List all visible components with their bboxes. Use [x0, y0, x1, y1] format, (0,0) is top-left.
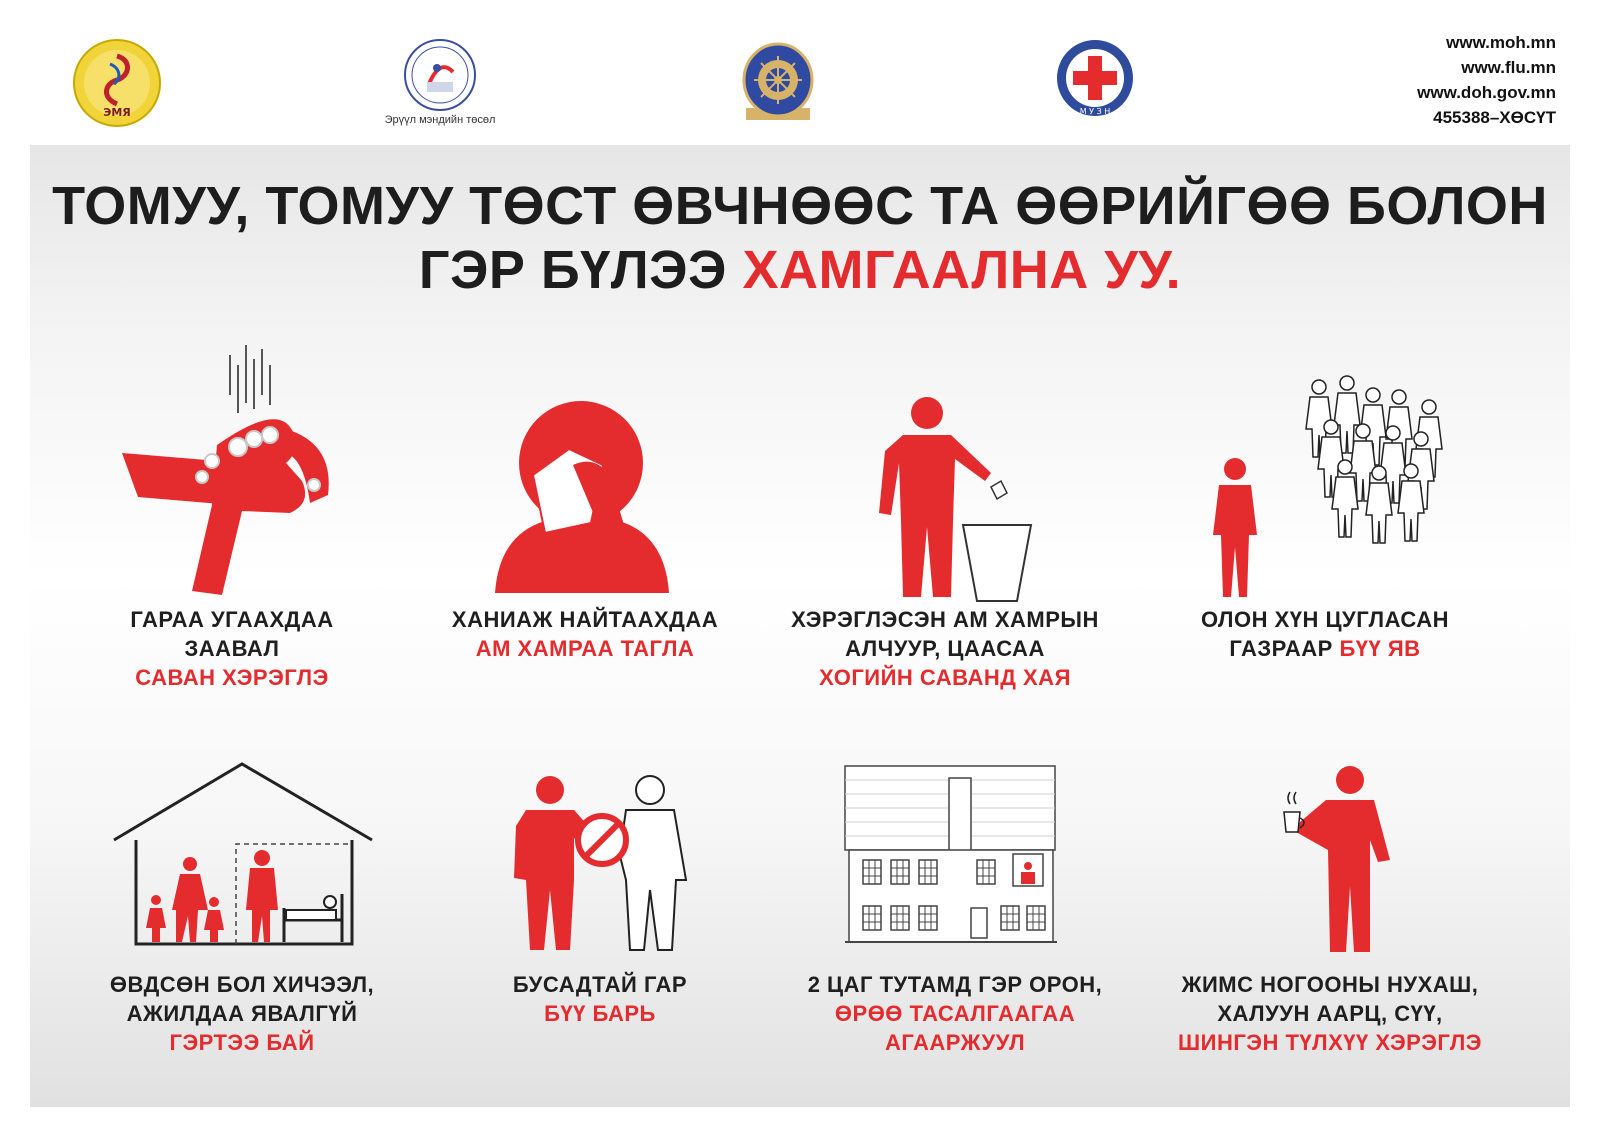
caption-highlight: САВАН ХЭРЭГЛЭ [135, 665, 329, 690]
tip-caption [1140, 970, 1520, 1057]
caption-highlight: АГААРЖУУЛ [884, 1030, 1026, 1055]
caption-line: АЛЧУУР, ЦААСАА [845, 636, 1045, 661]
title-line-2-black: ГЭР БҮЛЭЭ [418, 240, 743, 300]
contact-websites [1417, 30, 1556, 130]
tip-avoid-crowds [1135, 335, 1515, 663]
tip-ventilate-room [765, 760, 1145, 1057]
tip-caption [765, 970, 1145, 1057]
caption-highlight: БҮҮ ЯВ [1339, 636, 1421, 661]
tip-hot-drinks [1140, 760, 1520, 1057]
poster-title [30, 174, 1570, 302]
hotline-number: 455388–ХӨСҮТ [1433, 108, 1556, 127]
house-window [863, 906, 881, 930]
ventilate-room-icon [765, 760, 1145, 960]
caption-line: АЖИЛДАА ЯВАЛГҮЙ [126, 1001, 358, 1026]
caption-highlight: АМ ХАМРАА ТАГЛА [475, 636, 695, 661]
caption-highlight: ГЭРТЭЭ БАЙ [169, 1030, 315, 1055]
website-moh[interactable]: www.moh.mn [1446, 33, 1556, 52]
caption-line: 2 ЦАГ ТУТАМД ГЭР ОРОН, [807, 972, 1103, 997]
title-line-2-red: ХАМГААЛНА УУ. [742, 240, 1182, 300]
cough-tissue-icon [395, 335, 775, 605]
caption-line: ОЛОН ХҮН ЦУГЛАСАН [1200, 607, 1450, 632]
caption-line: ЗААВАЛ [184, 636, 280, 661]
tip-caption [52, 970, 432, 1057]
caption-highlight: ӨРӨӨ ТАСАЛГААГАА [834, 1001, 1076, 1026]
tip-cover-cough [395, 335, 775, 663]
caption-line: ХАЛУУН ААРЦ, СҮҮ, [1217, 1001, 1443, 1026]
tip-caption [42, 605, 422, 692]
house-window [1027, 906, 1045, 930]
red-cross-logo [1055, 38, 1135, 123]
tip-no-handshake [410, 760, 790, 1028]
ministry-logo-text: ЭМЯ [103, 106, 131, 119]
house-window [1001, 906, 1019, 930]
website-doh[interactable]: www.doh.gov.mn [1417, 83, 1556, 102]
caption-highlight: БҮҮ БАРЬ [544, 1001, 656, 1026]
caption-mixed-black: ГАЗРААР [1229, 636, 1340, 661]
no-handshake-icon [410, 760, 790, 960]
caption-line: ГАРАА УГААХДАА [130, 607, 334, 632]
house-window [891, 860, 909, 884]
hot-drink-icon [1140, 760, 1520, 960]
caption-line: ӨВДСӨН БОЛ ХИЧЭЭЛ, [109, 972, 375, 997]
house-window [977, 860, 995, 884]
title-line-1: ТОМУУ, ТОМУУ ТӨСТ ӨВЧНӨӨС ТА ӨӨРИЙГӨӨ БОЛОН [52, 176, 1548, 236]
house-window [891, 906, 909, 930]
tip-caption [755, 605, 1135, 692]
caption-highlight: ХОГИЙН САВАНД ХАЯ [819, 665, 1071, 690]
tip-dispose-tissue [755, 335, 1135, 692]
health-project-logo [380, 38, 500, 126]
caption-line-mixed [1135, 634, 1515, 663]
tip-stay-home [52, 760, 432, 1057]
tip-hand-washing [42, 335, 422, 692]
caption-line: ХАНИАЖ НАЙТААХДАА [451, 607, 719, 632]
government-agency-logo [740, 38, 816, 127]
caption-line: ЖИМС НОГООНЫ НУХАШ, [1181, 972, 1479, 997]
caption-line: БУСАДТАЙ ГАР [512, 972, 688, 997]
tip-caption [395, 605, 775, 663]
house-window [919, 906, 937, 930]
caption-line: ХЭРЭГЛЭСЭН АМ ХАМРЫН [791, 607, 1099, 632]
title-line-2 [30, 238, 1570, 302]
health-project-caption: Эрүүл мэндийн төсөл [384, 114, 496, 126]
house-window [919, 860, 937, 884]
trash-tissue-icon [755, 335, 1135, 605]
caption-highlight: ШИНГЭН ТҮЛХҮҮ ХЭРЭГЛЭ [1178, 1030, 1482, 1055]
tip-caption [1135, 605, 1515, 663]
website-flu[interactable]: www.flu.mn [1461, 58, 1556, 77]
avoid-crowd-icon [1135, 335, 1515, 605]
stay-home-icon [52, 760, 432, 960]
tip-caption [410, 970, 790, 1028]
house-window [863, 860, 881, 884]
red-cross-letters: М У З Н [1079, 107, 1111, 116]
ministry-of-health-logo [72, 38, 162, 133]
hand-washing-icon [42, 335, 422, 605]
